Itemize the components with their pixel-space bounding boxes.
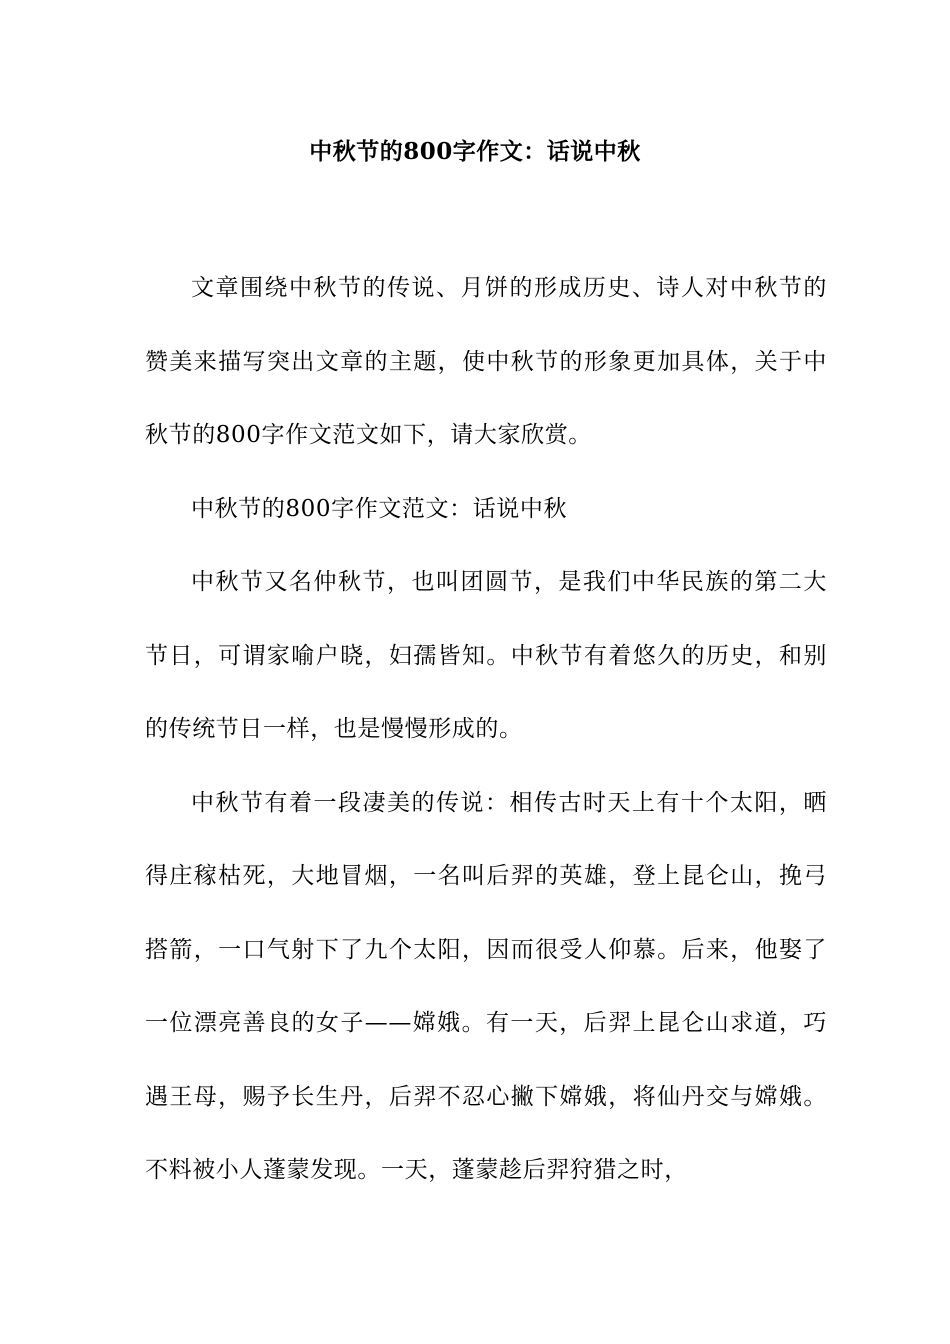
paragraph-legend: 中秋节有着一段凄美的传说：相传古时天上有十个太阳，晒得庄稼枯死，大地冒烟，一名叫后羿的英雄，登上昆仑山，挽弓搭箭，一口气射下了九个太阳，因而很受人仰慕。后来，他娶了一位漂亮善良的女子——嫦娥。有一天，后羿上昆仑山求道，巧遇王母，赐予长生丹，后羿不忍心撇下嫦娥，将仙丹交与嫦娥。不料被小人蓬蒙发现。一天，蓬蒙趁后羿狩猎之时， — [145, 789, 827, 1183]
document-title: 中秋节的800字作文：话说中秋 — [309, 138, 641, 165]
document-body — [145, 252, 827, 1208]
paragraph-subtitle: 中秋节的800字作文范文：话说中秋 — [191, 495, 568, 522]
paragraph-intro: 文章围绕中秋节的传说、月饼的形成历史、诗人对中秋节的赞美来描写突出文章的主题，使中秋节的形象更加具体，关于中秋节的800字作文范文如下，请大家欣赏。 — [145, 275, 827, 448]
paragraph-festival-names: 中秋节又名仲秋节，也叫团圆节，是我们中华民族的第二大节日，可谓家喻户晓，妇孺皆知。中秋节有着悠久的历史，和别的传统节日一样，也是慢慢形成的。 — [145, 569, 827, 742]
